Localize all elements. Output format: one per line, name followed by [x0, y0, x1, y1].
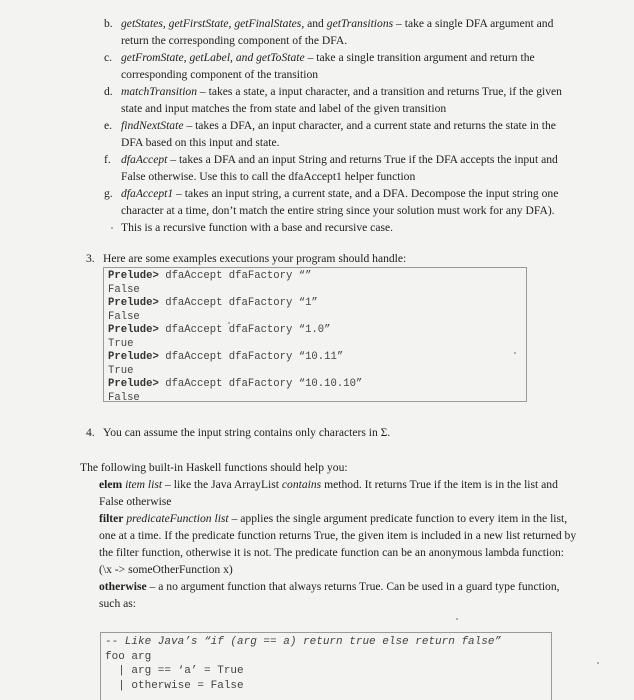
code-line: True — [108, 364, 134, 377]
list-item-text: getStates, getFirstState, getFinalStates, and getTransitions – take a single DFA argument and return the corresponding component of the DFA. — [121, 17, 554, 47]
scan-speck — [514, 352, 516, 354]
code-line: Prelude> dfaAccept dfaFactory “” — [108, 270, 312, 282]
code-line: False — [108, 310, 140, 323]
list-item-text: matchTransition – takes a state, a input character, and a transition and returns True, if the given state and input matches the from state and label of the given transition — [121, 85, 562, 115]
scan-speck — [228, 322, 230, 324]
builtins-intro: The following built-in Haskell functions should help you: — [80, 461, 348, 474]
scan-speck — [111, 227, 113, 229]
otherwise-description: otherwise – a no argument function that always returns True. Can be used in a guard type function, such as: — [99, 580, 560, 610]
code-line: Prelude> dfaAccept dfaFactory “10.11” — [108, 351, 344, 363]
code-line: Prelude> dfaAccept dfaFactory “1” — [108, 297, 318, 309]
code-line: Prelude> dfaAccept dfaFactory “1.0” — [108, 324, 331, 336]
code-line: Prelude> dfaAccept dfaFactory “10.10.10” — [108, 378, 363, 390]
filter-description: filter predicateFunction list – applies the single argument predicate function to every item in the list, one at a time. If the predicate function returns True, the given item is included in a new list returned by the filter function, otherwise it is not. The predicate function can be an anonymous lambda function: (\x -> someOtherFunction x) — [99, 512, 577, 576]
list-item-text: dfaAccept1 – takes an input string, a current state, and a DFA. Decompose the input string one character at a time, don’t match the entire string since your solution must work for any DFA). This is a recursive function with a base and recursive case. — [121, 187, 559, 234]
list-item-text: dfaAccept – takes a DFA and an input String and returns True if the DFA accepts the input and False otherwise. Use this to call the dfaAccept1 helper function — [121, 153, 558, 183]
scan-speck — [456, 618, 458, 620]
guard-code-block — [100, 632, 552, 700]
elem-description: elem item list – like the Java ArrayList contains method. It returns True if the item is in the list and False otherwise — [99, 478, 558, 508]
code-line: | arg == ‘a’ = True — [105, 665, 244, 677]
list-item-text: getFromState, getLabel, and getToState – take a single transition argument and return the corresponding component of the transition — [121, 51, 535, 81]
code-line: False — [108, 391, 140, 404]
code-line: foo arg — [105, 650, 152, 663]
scan-speck — [597, 662, 599, 664]
examples-code-block — [103, 267, 527, 402]
code-line: False — [108, 283, 140, 296]
code-line: -- Like Java’s “if (arg == a) return true else return false” — [105, 636, 502, 648]
list-item-text: findNextState – takes a DFA, an input character, and a current state and returns the state in the DFA based on this input and state. — [121, 119, 556, 149]
document-page: b. getStates, getFirstState, getFinalStates, and getTransitions – take a single DFA argument and return the corresponding component of the DFA. c. getFromState, getLabel, and getToState – take a single transition argument and return the corresponding component of the transition d. matchTransition – takes a state, a input character, and a transition and returns True, if the given state and input matches the from state and label of the given transition e. findNextState – takes a DFA, an input character, and a current state and returns the state in the DFA based on this input and state. f. dfaAccept – takes a DFA and an input String and returns True if the DFA accepts the input and False otherwise. Use this to call the dfaAccept1 helper function g. dfaAccept1 – takes an input string, a current state, and a DFA. Decompose the input string one character at a time, don’t match the entire string since your solution must work for any DFA). This is a recursive function with a base and recursive case. 3. Here are some examples executions your program should handle: Prelude> dfaAccept dfaFactory “” False Prelude> dfaAccept dfaFactory “1” False Prelude> dfaAccept dfaFactory “1.0” True Prelude> dfaAccept dfaFactory “10.11” True Prelude> dfaAccept dfaFactory “10.10.10” False 4. You can assume the input string contains only characters in Σ. The following built-in Haskell functions should help you: elem item list – like the Java ArrayList contains method. It returns True if the item is in the list and False otherwise filter predicateFunction list – applies the single argument predicate function to every item in the list, one at a time. If the predicate function returns True, the given item is included in a new list returned by the filter function, otherwise it is not. The predicate function can be an anonymous lambda function: (\x -> someOtherFunction x) otherwise – a no argument function that always returns True. Can be used in a guard type function, such as: -- Like Java’s “if (arg == a) return true else return false” foo arg | arg == ‘a’ = True | otherwise = False — [0, 0, 634, 700]
code-line: True — [108, 337, 134, 350]
code-line: | otherwise = False — [105, 679, 244, 692]
